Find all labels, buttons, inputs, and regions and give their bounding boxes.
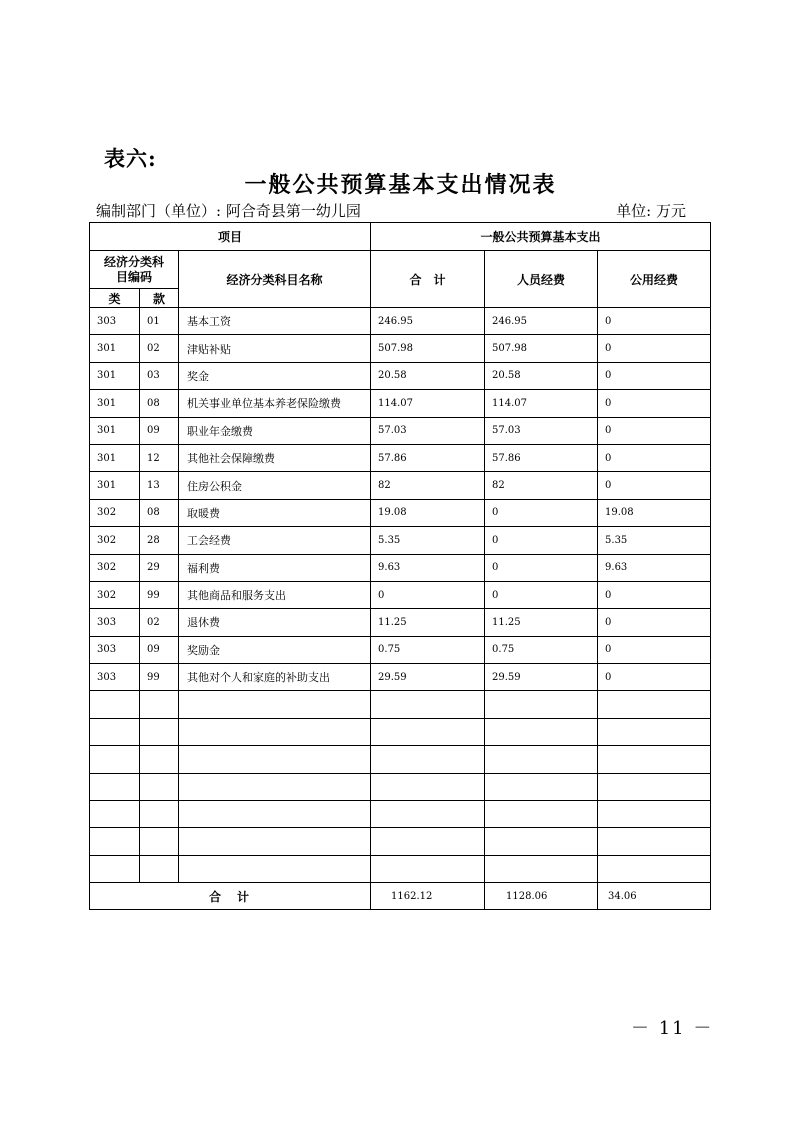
cell-kuan: 01 <box>140 308 179 335</box>
empty-table-row <box>90 773 711 800</box>
cell-lei: 302 <box>90 581 140 608</box>
cell-total: 82 <box>371 472 485 499</box>
empty-cell <box>90 773 140 800</box>
page-title: 一般公共预算基本支出情况表 <box>244 172 557 198</box>
empty-cell <box>371 718 485 745</box>
total-total: 1162.12 <box>371 883 485 910</box>
cell-public: 0 <box>598 417 711 444</box>
cell-public: 0 <box>598 362 711 389</box>
table-row <box>90 390 711 417</box>
cell-name: 机关事业单位基本养老保险缴费 <box>179 390 371 417</box>
empty-table-row <box>90 718 711 745</box>
empty-cell <box>90 691 140 718</box>
cell-total: 19.08 <box>371 499 485 526</box>
cell-total: 29.59 <box>371 664 485 691</box>
header-row-mid <box>90 251 711 289</box>
cell-personnel: 0 <box>485 581 598 608</box>
cell-kuan: 12 <box>140 444 179 471</box>
cell-total: 20.58 <box>371 362 485 389</box>
cell-personnel: 0 <box>485 499 598 526</box>
cell-kuan: 99 <box>140 664 179 691</box>
cell-lei: 303 <box>90 636 140 663</box>
empty-cell <box>598 855 711 882</box>
table-row <box>90 362 711 389</box>
cell-public: 0 <box>598 335 711 362</box>
empty-cell <box>598 773 711 800</box>
table-row <box>90 527 711 554</box>
empty-cell <box>371 801 485 828</box>
cell-name: 退休费 <box>179 609 371 636</box>
table-row <box>90 472 711 499</box>
cell-name: 奖励金 <box>179 636 371 663</box>
cell-kuan: 09 <box>140 636 179 663</box>
cell-kuan: 08 <box>140 499 179 526</box>
empty-cell <box>179 855 371 882</box>
cell-name: 住房公积金 <box>179 472 371 499</box>
cell-total: 114.07 <box>371 390 485 417</box>
budget-table <box>89 222 711 910</box>
cell-total: 57.86 <box>371 444 485 471</box>
empty-cell <box>371 746 485 773</box>
empty-cell <box>485 746 598 773</box>
cell-lei: 303 <box>90 308 140 335</box>
empty-cell <box>371 828 485 855</box>
cell-kuan: 02 <box>140 335 179 362</box>
total-row <box>90 883 711 910</box>
header-econ-code-line2: 目编码 <box>115 269 152 284</box>
cell-total: 0.75 <box>371 636 485 663</box>
table-row <box>90 417 711 444</box>
empty-cell <box>598 801 711 828</box>
table-row <box>90 308 711 335</box>
cell-name: 其他社会保障缴费 <box>179 444 371 471</box>
empty-cell <box>598 828 711 855</box>
cell-lei: 303 <box>90 664 140 691</box>
empty-cell <box>485 855 598 882</box>
empty-cell <box>179 718 371 745</box>
empty-cell <box>371 773 485 800</box>
total-label: 合 计 <box>90 883 371 910</box>
cell-personnel: 29.59 <box>485 664 598 691</box>
page-number: － 11 － <box>631 1018 714 1039</box>
cell-name: 职业年金缴费 <box>179 417 371 444</box>
cell-total: 0 <box>371 581 485 608</box>
total-public: 34.06 <box>598 883 711 910</box>
header-total: 合 计 <box>371 251 485 308</box>
cell-personnel: 82 <box>485 472 598 499</box>
cell-lei: 302 <box>90 554 140 581</box>
cell-total: 5.35 <box>371 527 485 554</box>
header-row-top <box>90 223 711 251</box>
empty-cell <box>179 773 371 800</box>
cell-personnel: 0.75 <box>485 636 598 663</box>
cell-public: 0 <box>598 308 711 335</box>
empty-cell <box>371 691 485 718</box>
department-label: 编制部门（单位）: 阿合奇县第一幼儿园 <box>96 202 361 220</box>
empty-cell <box>485 691 598 718</box>
empty-table-row <box>90 855 711 882</box>
empty-cell <box>485 773 598 800</box>
header-econ-code <box>90 251 179 289</box>
cell-name: 福利费 <box>179 554 371 581</box>
empty-table-row <box>90 828 711 855</box>
cell-public: 0 <box>598 472 711 499</box>
empty-cell <box>140 855 179 882</box>
table-row <box>90 499 711 526</box>
cell-kuan: 08 <box>140 390 179 417</box>
cell-lei: 301 <box>90 417 140 444</box>
empty-cell <box>90 746 140 773</box>
empty-cell <box>598 746 711 773</box>
cell-kuan: 03 <box>140 362 179 389</box>
currency-unit-label: 单位: 万元 <box>616 202 686 220</box>
empty-table-row <box>90 691 711 718</box>
empty-cell <box>179 801 371 828</box>
cell-public: 0 <box>598 636 711 663</box>
empty-cell <box>90 828 140 855</box>
cell-lei: 301 <box>90 362 140 389</box>
empty-cell <box>179 828 371 855</box>
cell-personnel: 0 <box>485 527 598 554</box>
empty-cell <box>179 746 371 773</box>
cell-total: 246.95 <box>371 308 485 335</box>
empty-cell <box>140 718 179 745</box>
cell-public: 5.35 <box>598 527 711 554</box>
empty-cell <box>90 718 140 745</box>
empty-cell <box>90 855 140 882</box>
empty-table-row <box>90 746 711 773</box>
cell-lei: 302 <box>90 499 140 526</box>
empty-cell <box>140 773 179 800</box>
table-row <box>90 444 711 471</box>
cell-kuan: 99 <box>140 581 179 608</box>
empty-cell <box>598 718 711 745</box>
table-row <box>90 335 711 362</box>
cell-personnel: 11.25 <box>485 609 598 636</box>
cell-total: 11.25 <box>371 609 485 636</box>
header-econ-code-line1: 经济分类科 <box>103 254 164 269</box>
cell-public: 0 <box>598 609 711 636</box>
cell-personnel: 57.86 <box>485 444 598 471</box>
empty-cell <box>485 801 598 828</box>
total-personnel: 1128.06 <box>485 883 598 910</box>
empty-cell <box>140 746 179 773</box>
cell-kuan: 28 <box>140 527 179 554</box>
cell-name: 其他对个人和家庭的补助支出 <box>179 664 371 691</box>
empty-table-row <box>90 801 711 828</box>
empty-cell <box>90 801 140 828</box>
table-row <box>90 664 711 691</box>
header-personnel: 人员经费 <box>485 251 598 308</box>
cell-name: 其他商品和服务支出 <box>179 581 371 608</box>
cell-public: 0 <box>598 444 711 471</box>
cell-public: 0 <box>598 664 711 691</box>
cell-total: 507.98 <box>371 335 485 362</box>
header-econ-name: 经济分类科目名称 <box>179 251 371 308</box>
cell-kuan: 29 <box>140 554 179 581</box>
table-row <box>90 636 711 663</box>
cell-name: 取暖费 <box>179 499 371 526</box>
cell-total: 57.03 <box>371 417 485 444</box>
empty-cell <box>140 801 179 828</box>
cell-personnel: 246.95 <box>485 308 598 335</box>
cell-lei: 301 <box>90 390 140 417</box>
header-basic-expenditure: 一般公共预算基本支出 <box>371 223 711 251</box>
empty-cell <box>140 691 179 718</box>
cell-personnel: 507.98 <box>485 335 598 362</box>
unit-info-row <box>96 200 686 221</box>
cell-name: 津贴补贴 <box>179 335 371 362</box>
empty-cell <box>371 855 485 882</box>
cell-public: 19.08 <box>598 499 711 526</box>
header-kuan: 款 <box>140 289 179 308</box>
empty-cell <box>485 718 598 745</box>
header-lei: 类 <box>90 289 140 308</box>
cell-total: 9.63 <box>371 554 485 581</box>
cell-kuan: 09 <box>140 417 179 444</box>
cell-lei: 301 <box>90 335 140 362</box>
table-number-label: 表六: <box>104 146 157 171</box>
cell-lei: 302 <box>90 527 140 554</box>
cell-personnel: 114.07 <box>485 390 598 417</box>
cell-name: 基本工资 <box>179 308 371 335</box>
cell-kuan: 02 <box>140 609 179 636</box>
table-row <box>90 609 711 636</box>
table-row <box>90 581 711 608</box>
empty-cell <box>179 691 371 718</box>
header-item: 项目 <box>90 223 371 251</box>
empty-cell <box>140 828 179 855</box>
cell-lei: 301 <box>90 444 140 471</box>
cell-personnel: 20.58 <box>485 362 598 389</box>
cell-lei: 301 <box>90 472 140 499</box>
cell-public: 9.63 <box>598 554 711 581</box>
table-row <box>90 554 711 581</box>
cell-kuan: 13 <box>140 472 179 499</box>
header-public: 公用经费 <box>598 251 711 308</box>
empty-cell <box>598 691 711 718</box>
cell-personnel: 0 <box>485 554 598 581</box>
cell-name: 奖金 <box>179 362 371 389</box>
cell-personnel: 57.03 <box>485 417 598 444</box>
cell-name: 工会经费 <box>179 527 371 554</box>
cell-public: 0 <box>598 581 711 608</box>
empty-cell <box>485 828 598 855</box>
cell-public: 0 <box>598 390 711 417</box>
cell-lei: 303 <box>90 609 140 636</box>
